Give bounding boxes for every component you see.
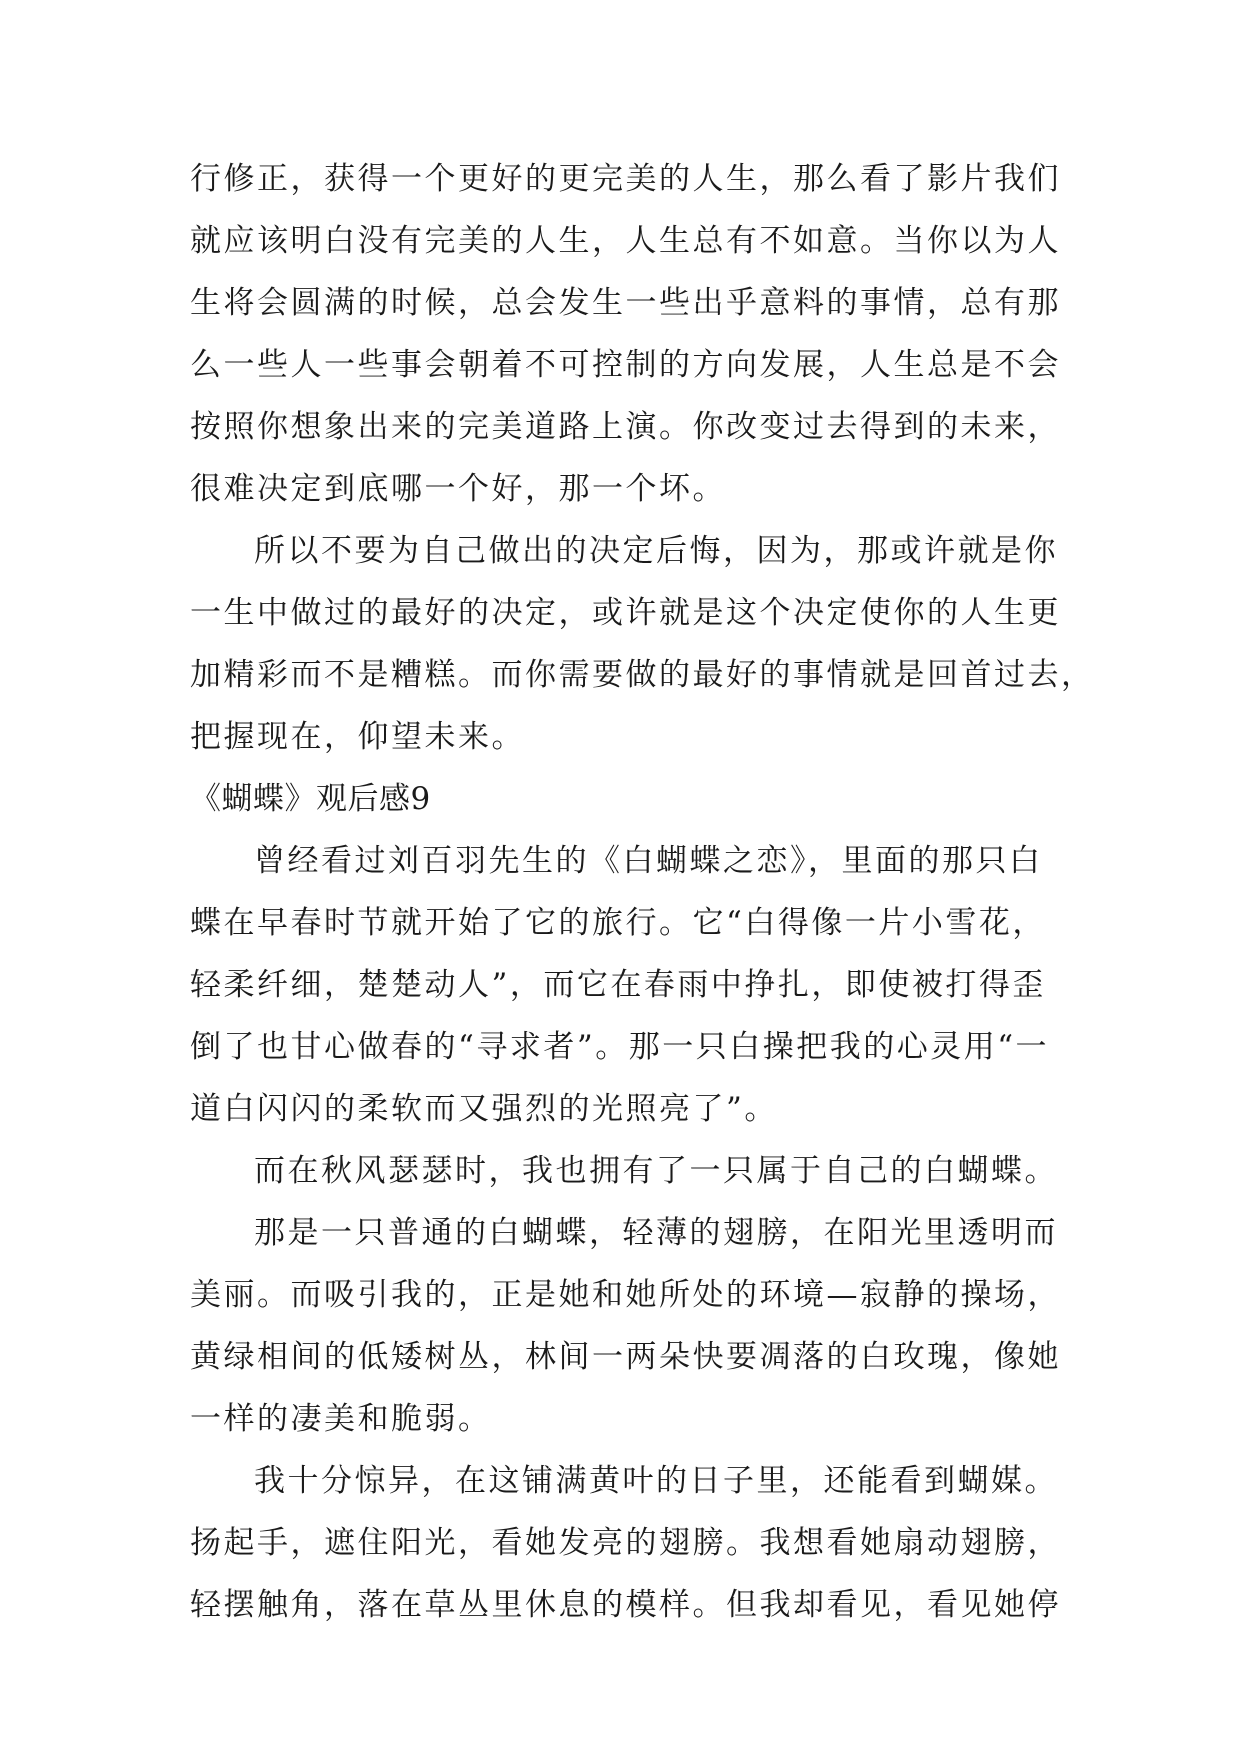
paragraph-start-line: 那是一只普通的白蝴蝶，轻薄的翅膀，在阳光里透明而 (254, 1215, 1058, 1251)
text-line: 么一些人一些事会朝着不可控制的方向发展，人生总是不会 (190, 347, 1061, 383)
section-heading: 《蝴蝶》观后感9 (190, 781, 431, 817)
document-page (190, 148, 1095, 1636)
text-line: 行修正，获得一个更好的更完美的人生，那么看了影片我们 (190, 161, 1061, 197)
text-line: 扬起手，遮住阳光，看她发亮的翅膀。我想看她扇动翅膀， (190, 1525, 1061, 1561)
text-line: 轻摆触角，落在草丛里休息的模样。但我却看见，看见她停 (190, 1587, 1061, 1623)
text-line: 美丽。而吸引我的，正是她和她所处的环境—寂静的操场， (190, 1277, 1061, 1313)
paragraph-start-line: 曾经看过刘百羽先生的《白蝴蝶之恋》，里面的那只白 (254, 843, 1043, 879)
text-line: 很难决定到底哪一个好，那一个坏。 (190, 471, 726, 507)
text-line: 一样的凄美和脆弱。 (190, 1401, 492, 1437)
text-line: 倒了也甘心做春的“寻求者”。那一只白操把我的心灵用“一 (190, 1029, 1050, 1065)
paragraph-start-line: 我十分惊异，在这铺满黄叶的日子里，还能看到蝴媒。 (254, 1463, 1058, 1499)
text-line: 道白闪闪的柔软而又强烈的光照亮了”。 (190, 1091, 778, 1127)
text-line: 轻柔纤细，楚楚动人”，而它在春雨中挣扎，即使被打得歪 (190, 967, 1046, 1003)
paragraph-start-line: 而在秋风瑟瑟时，我也拥有了一只属于自己的白蝴蝶。 (254, 1153, 1058, 1189)
text-line: 生将会圆满的时候，总会发生一些出乎意料的事情，总有那 (190, 285, 1061, 321)
text-line: 按照你想象出来的完美道路上演。你改变过去得到的未来， (190, 409, 1061, 445)
text-line: 蝶在早春时节就开始了它的旅行。它“白得像一片小雪花， (190, 905, 1046, 941)
text-line: 一生中做过的最好的决定，或许就是这个决定使你的人生更 (190, 595, 1061, 631)
text-line: 就应该明白没有完美的人生，人生总有不如意。当你以为人 (190, 223, 1061, 259)
text-line: 黄绿相间的低矮树丛，林间一两朵快要凋落的白玫瑰，像她 (190, 1339, 1061, 1375)
paragraph-start-line: 所以不要为自己做出的决定后悔，因为，那或许就是你 (254, 533, 1058, 569)
text-line: 加精彩而不是糟糕。而你需要做的最好的事情就是回首过去， (190, 657, 1095, 693)
text-line: 把握现在，仰望未来。 (190, 719, 525, 755)
